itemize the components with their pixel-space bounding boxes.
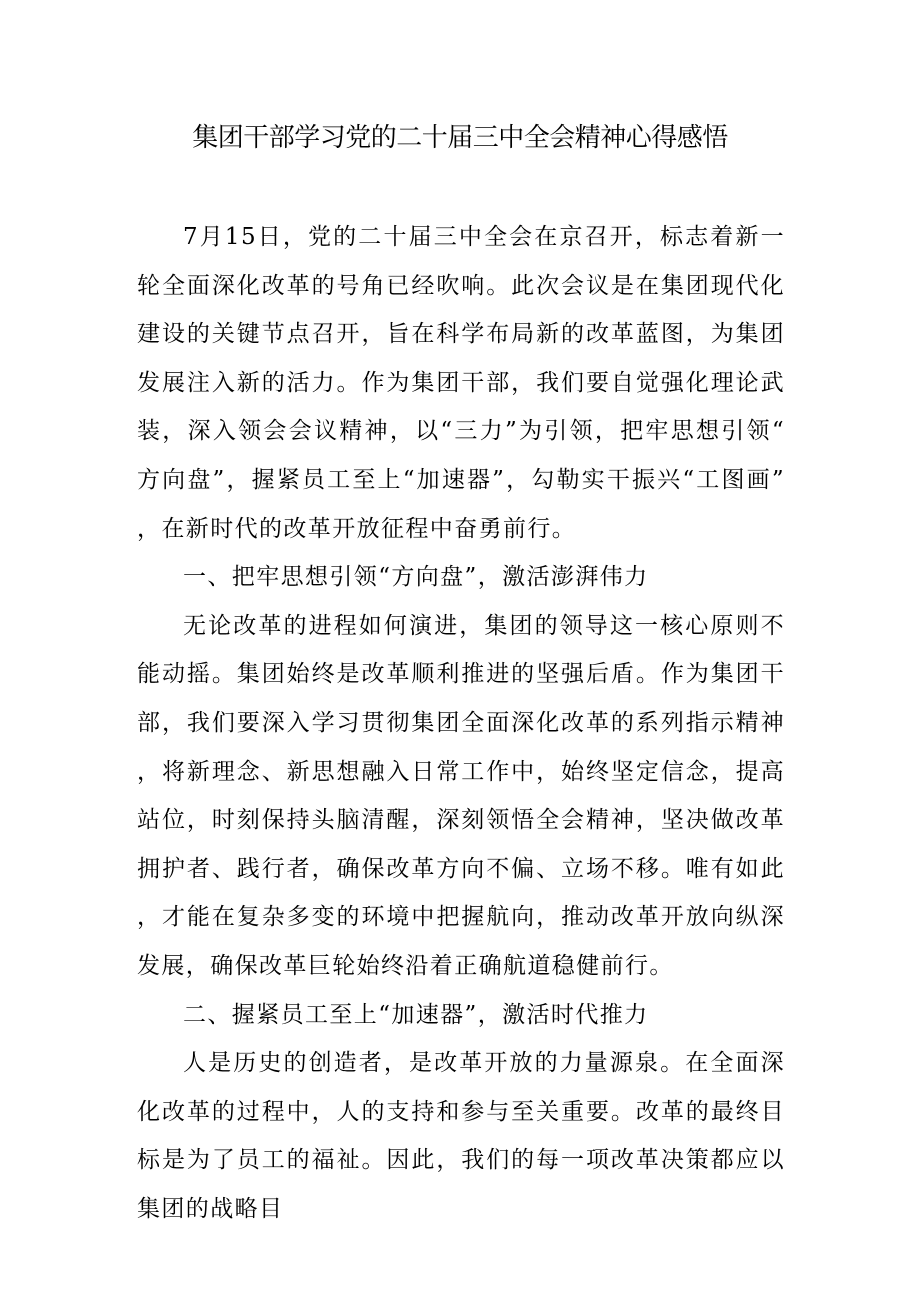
section-heading-1: 一、把牢思想引领“方向盘”，激活澎湃伟力 bbox=[183, 564, 649, 591]
paragraph-section-2: 人是历史的创造者，是改革开放的力量源泉。在全面深化改革的过程中，人的支持和参与至关重要。改革的最终目标是为了员工的福祉。因此，我们的每一项改革决策都应以集团的战略目 bbox=[137, 1050, 785, 1222]
section-heading-2: 二、握紧员工至上“加速器”，激活时代推力 bbox=[183, 1001, 649, 1028]
paragraph-intro: 7月15日，党的二十届三中全会在京召开，标志着新一轮全面深化改革的号角已经吹响。此次会议是在集团现代化建设的关键节点召开，旨在科学布局新的改革蓝图，为集团发展注入新的活力。作为集团干部，我们要自觉强化理论武装，深入领会会议精神，以“三力”为引领，把牢思想引领“方向盘”，握紧员工至上“加速器”，勾勒实干振兴“工图画”，在新时代的改革开放征程中奋勇前行。 bbox=[137, 224, 785, 542]
document-title: 集团干部学习党的二十届三中全会精神心得感悟 bbox=[192, 123, 728, 153]
paragraph-section-1: 无论改革的进程如何演进，集团的领导这一核心原则不能动摇。集团始终是改革顺利推进的坚强后盾。作为集团干部，我们要深入学习贯彻集团全面深化改革的系列指示精神，将新理念、新思想融入日常工作中，始终坚定信念，提高站位，时刻保持头脑清醒，深刻领悟全会精神，坚决做改革拥护者、践行者，确保改革方向不偏、立场不移。唯有如此，才能在复杂多变的环境中把握航向，推动改革开放向纵深发展，确保改革巨轮始终沿着正确航道稳健前行。 bbox=[137, 612, 785, 979]
document-body bbox=[137, 213, 785, 1233]
